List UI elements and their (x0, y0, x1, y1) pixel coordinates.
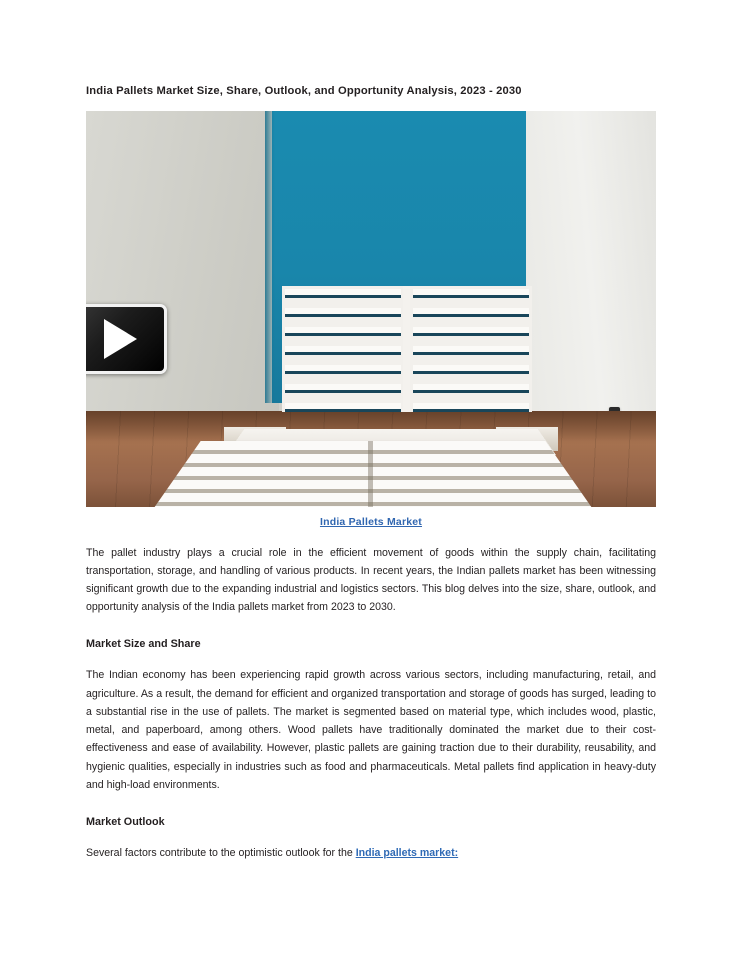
pallet-center-seam (368, 441, 373, 507)
headboard-slat (413, 403, 529, 409)
heading-market-size-and-share: Market Size and Share (86, 638, 201, 651)
headboard-slat (285, 403, 401, 409)
headboard-slat (413, 308, 529, 314)
headboard-slat (285, 308, 401, 314)
heading-market-outlook: Market Outlook (86, 815, 165, 828)
pallet-bed-photo (86, 111, 656, 507)
figure-caption-link[interactable]: India Pallets Market (319, 515, 423, 528)
figure-caption (86, 507, 656, 528)
headboard-slat (285, 346, 401, 352)
market-size-and-share-paragraph: The Indian economy has been experiencing rapid growth across various sectors, including manufacturing, retail, and agriculture. As a result, the demand for efficient and organized transportation and storage of goods has surged, leading to a substantial rise in the use of pallets. The market is segmented based on material type, which includes wood, plastic, metal, and paperboard, among others. Wood pallets have traditionally dominated the market due to their cost-effectiveness and ease of availability. However, plastic pallets are gaining traction due to their durability, reusability, and hygienic qualities, especially in industries such as food and pharmaceuticals. Metal pallets find application in heavy-duty and high-load environments. (86, 669, 656, 791)
page-title: India Pallets Market Size, Share, Outlook, and Opportunity Analysis, 2023 - 2030 (86, 85, 522, 97)
headboard-slat (285, 327, 401, 333)
headboard-slat (413, 384, 529, 390)
pallet-bed-slat-deck (134, 441, 612, 507)
wall-right-surface (526, 111, 656, 431)
headboard-slat (285, 365, 401, 371)
headboard-slat (413, 346, 529, 352)
india-pallets-market-link[interactable]: India pallets market: (355, 846, 459, 859)
intro-paragraph: The pallet industry plays a crucial role in the efficient movement of goods within the supply chain, facilitating transportation, storage, and handling of various products. In recent years, the Indian pallets market has been witnessing significant growth due to the expanding industrial and logistics sectors. This blog delves into the size, share, outlook, and opportunity analysis of the India pallets market from 2023 to 2030. (86, 546, 656, 614)
pallet-headboard (282, 286, 532, 412)
headboard-slat (285, 384, 401, 390)
wall-left-surface (86, 111, 279, 441)
headboard-slat (413, 365, 529, 371)
play-icon (104, 319, 137, 359)
market-outlook-paragraph (86, 844, 656, 862)
headboard-slat (413, 327, 529, 333)
headboard-slat (285, 289, 401, 295)
play-button[interactable] (86, 304, 167, 374)
article-figure (86, 111, 656, 528)
headboard-slat (413, 289, 529, 295)
headboard-left-panel (282, 286, 404, 412)
market-outlook-text: Several factors contribute to the optimistic outlook for the (86, 846, 356, 859)
headboard-right-panel (410, 286, 532, 412)
document-content (86, 84, 656, 862)
